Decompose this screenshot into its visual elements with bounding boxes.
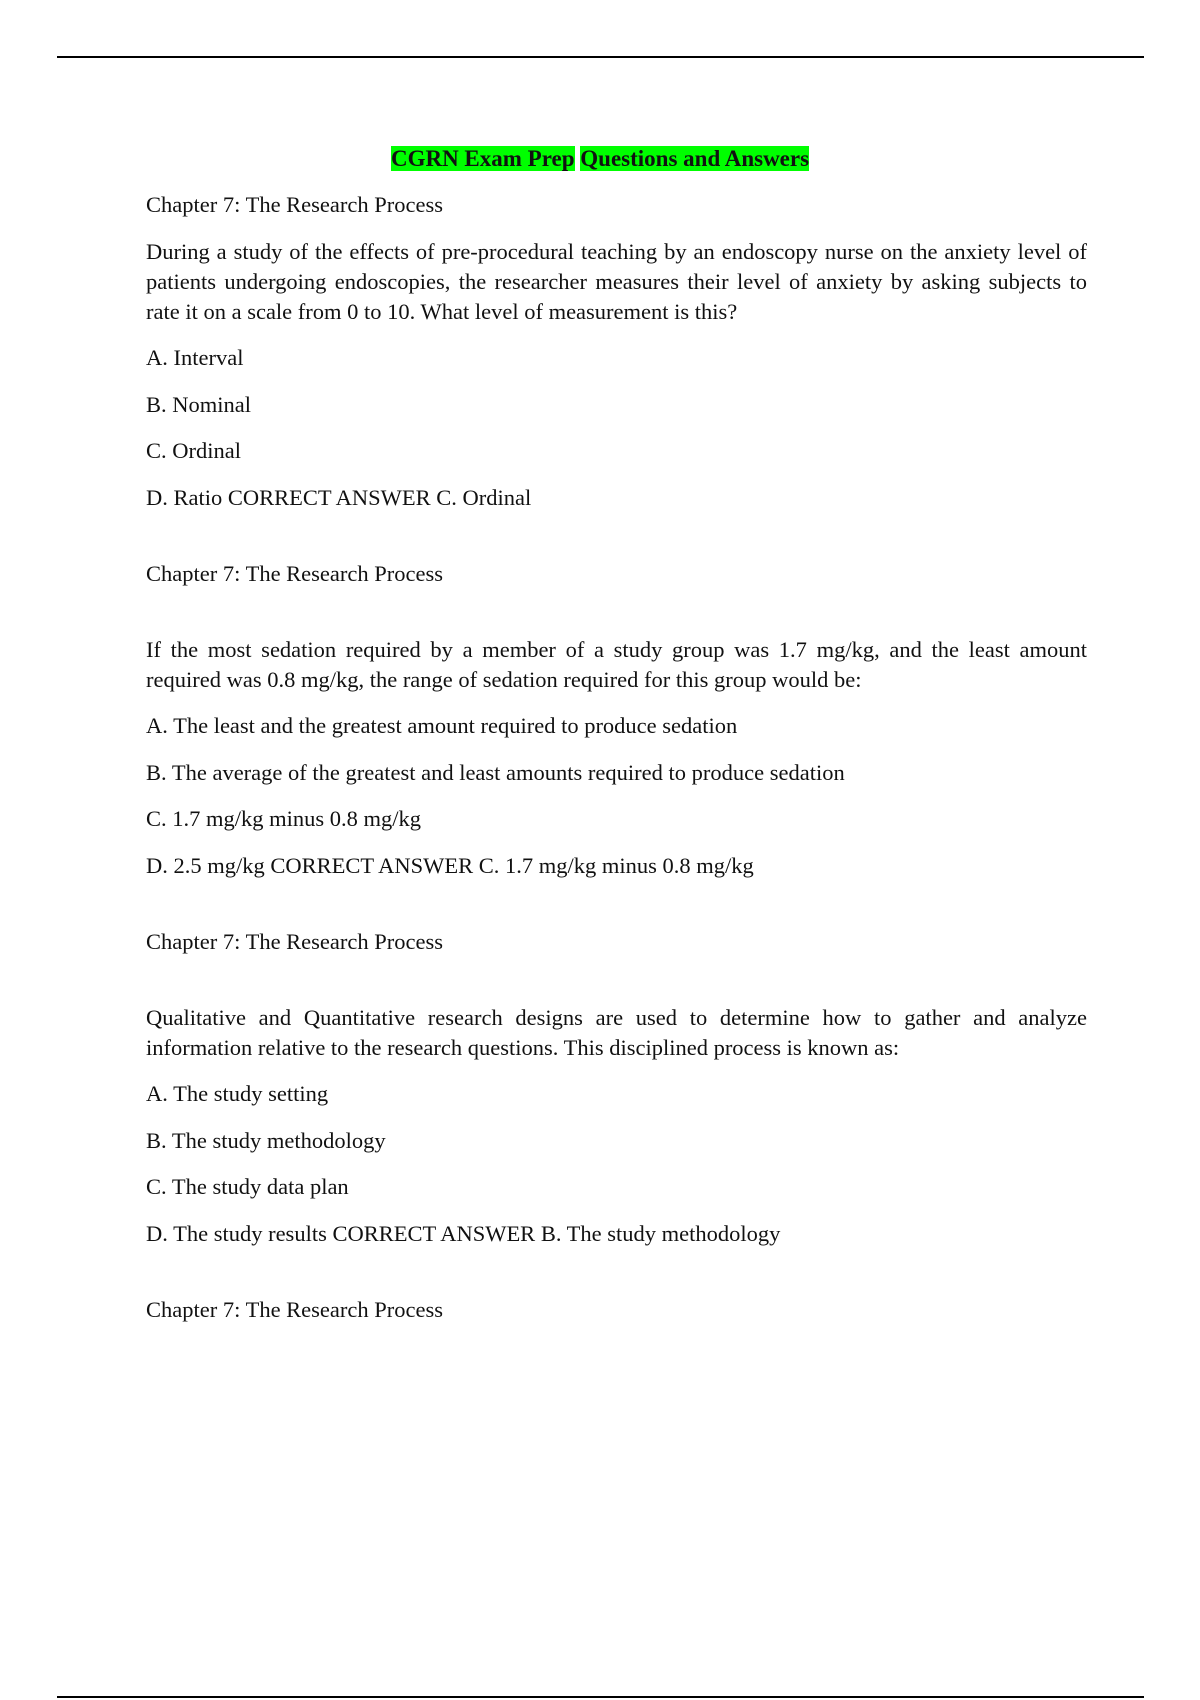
answer-option: C. Ordinal — [146, 438, 241, 463]
document-body — [146, 190, 1087, 1371]
title-part-2: Questions and Answers — [580, 146, 810, 171]
chapter-heading-trailing: Chapter 7: The Research Process — [146, 1296, 443, 1322]
question-block-3 — [146, 927, 1087, 1249]
answer-option-with-correct-answer: D. 2.5 mg/kg CORRECT ANSWER C. 1.7 mg/kg minus 0.8 mg/kg — [146, 852, 754, 878]
answer-option: A. The least and the greatest amount required to produce sedation — [146, 713, 738, 738]
question-block-1 — [146, 190, 1087, 513]
chapter-heading: Chapter 7: The Research Process — [146, 192, 443, 217]
footer-rule — [57, 1696, 1144, 1698]
question-block-2 — [146, 559, 1087, 881]
answer-option: B. Nominal — [146, 391, 251, 417]
question-stem: Qualitative and Quantitative research designs are used to determine how to gather and analyze information relative to the research questions. This disciplined process is known as: — [146, 1004, 1087, 1060]
answer-option: C. The study data plan — [146, 1174, 349, 1199]
answer-option: A. The study setting — [146, 1081, 329, 1106]
title-part-1: CGRN Exam Prep — [390, 146, 575, 171]
answer-option: A. Interval — [146, 345, 244, 370]
answer-option: B. The average of the greatest and least amounts required to produce sedation — [146, 759, 845, 785]
answer-option: B. The study methodology — [146, 1127, 386, 1153]
answer-option: C. 1.7 mg/kg minus 0.8 mg/kg — [146, 806, 422, 831]
chapter-heading: Chapter 7: The Research Process — [146, 928, 443, 954]
question-stem: During a study of the effects of pre-procedural teaching by an endoscopy nurse on the anxiety level of patients undergoing endoscopies, the researcher measures their level of anxiety by asking subjects to rate it on a scale from 0 to 10. What level of measurement is this? — [146, 238, 1087, 324]
answer-option-with-correct-answer: D. Ratio CORRECT ANSWER C. Ordinal — [146, 484, 532, 510]
title-container — [0, 145, 1200, 173]
question-stem: If the most sedation required by a member of a study group was 1.7 mg/kg, and the least amount required was 0.8 mg/kg, the range of sedation required for this group would be: — [146, 636, 1087, 692]
header-rule — [57, 56, 1144, 58]
document-title — [389, 145, 811, 173]
answer-option-with-correct-answer: D. The study results CORRECT ANSWER B. The study methodology — [146, 1220, 781, 1246]
chapter-heading: Chapter 7: The Research Process — [146, 560, 443, 586]
